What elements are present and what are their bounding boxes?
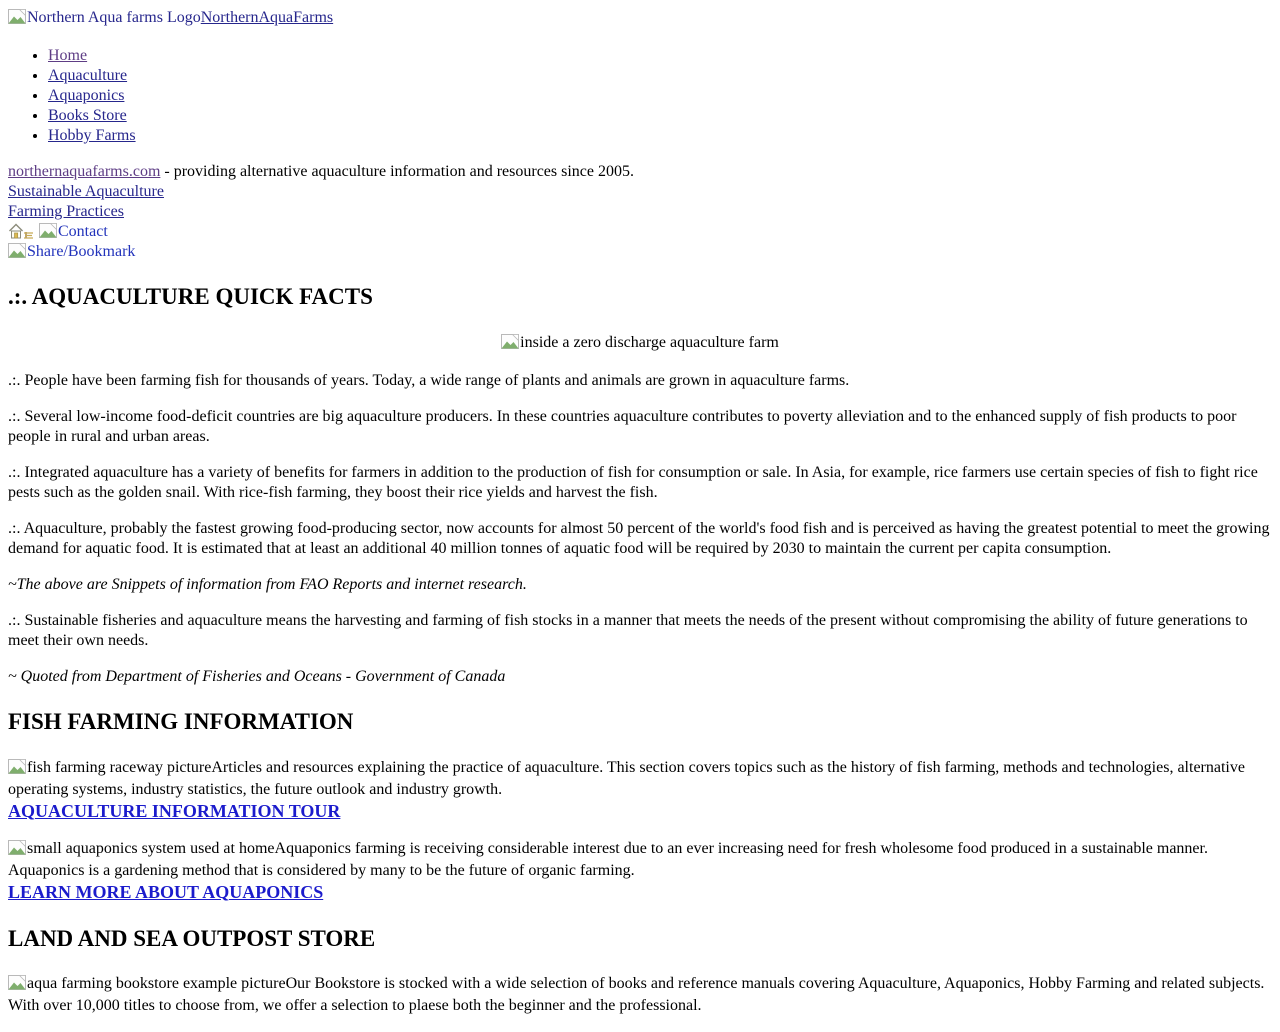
fish-farming-text: Articles and resources explaining the practice of aquaculture. This section covers topics such as the history of fish farming, methods and technologies, alternative operating systems, industry statistics, the future outlook and industry growth. xyxy=(8,758,1245,798)
broken-image-icon xyxy=(8,975,26,996)
aquaculture-tour-link[interactable]: AQUACULTURE INFORMATION TOUR xyxy=(8,800,341,821)
sustainable-line xyxy=(8,182,1272,202)
store-heading: LAND AND SEA OUTPOST STORE xyxy=(8,925,376,951)
nav-item-aquaculture xyxy=(48,66,1272,86)
fact-paragraph-3: .:. Integrated aquaculture has a variety of benefits for farmers in addition to the production of fish for consumption or sale. In Asia, for example, rice farmers use certain species of fish to fight rice pests such as the golden snail. With rice-fish farming, they boost their rice yields and harvest the fish. xyxy=(8,463,1258,501)
nav-item-hobby-farms xyxy=(48,126,1272,146)
site-title-link[interactable]: NorthernAquaFarms xyxy=(200,9,334,26)
site-header xyxy=(8,8,1272,30)
farming-line xyxy=(8,202,1272,222)
nav-link-home[interactable]: Home xyxy=(48,47,88,64)
fish-farming-paragraph xyxy=(8,758,1272,823)
fish-farming-heading: FISH FARMING INFORMATION xyxy=(8,708,354,734)
canada-quote: ~ Quoted from Department of Fisheries and Oceans - Government of Canada xyxy=(8,667,506,685)
aquaponics-text: Aquaponics farming is receiving considerable interest due to an ever increasing need for fresh wholesome food produced in a sustainable manner. Aquaponics is a gardening method that is considered by many to be the future of organic farming. xyxy=(8,839,1208,879)
broken-image-icon xyxy=(8,840,26,861)
nav-item-home xyxy=(48,46,1272,66)
aquaponics-paragraph xyxy=(8,839,1272,904)
farm-image-alt-text: inside a zero discharge aquaculture farm xyxy=(520,333,779,351)
learn-aquaponics-link[interactable]: LEARN MORE ABOUT AQUAPONICS xyxy=(8,881,324,902)
nav-link-hobby-farms[interactable]: Hobby Farms xyxy=(48,127,136,144)
fao-note: ~The above are Snippets of information from FAO Reports and internet research. xyxy=(8,575,527,593)
contact-line xyxy=(8,222,1272,242)
contact-alt-text: Contact xyxy=(58,223,108,240)
bookstore-image-alt-text: aqua farming bookstore example picture xyxy=(27,975,286,993)
tagline-text: - providing alternative aquaculture information and resources since 2005. xyxy=(160,163,635,180)
nav-item-books-store xyxy=(48,106,1272,126)
fact-paragraph-2: .:. Several low-income food-deficit countries are big aquaculture producers. In these countries aquaculture contributes to poverty alleviation and to the enhanced supply of fish products to poor people in rural and urban areas. xyxy=(8,407,1237,445)
quick-facts-heading: .:. AQUACULTURE QUICK FACTS xyxy=(8,284,373,309)
share-bookmark-link[interactable] xyxy=(8,243,135,260)
broken-image-icon xyxy=(8,243,26,264)
nav-link-books-store[interactable]: Books Store xyxy=(48,107,127,124)
nav-item-aquaponics xyxy=(48,86,1272,106)
intro-block xyxy=(8,162,1272,262)
broken-image-icon xyxy=(8,9,26,30)
fact-paragraph-1: .:. People have been farming fish for thousands of years. Today, a wide range of plants and animals are grown in aquaculture farms. xyxy=(8,371,850,389)
nav-link-aquaponics[interactable]: Aquaponics xyxy=(48,87,125,104)
quick-facts-image-line xyxy=(8,333,1272,355)
share-line xyxy=(8,242,1272,262)
broken-image-icon xyxy=(501,334,519,355)
logo-link[interactable] xyxy=(8,9,201,26)
contact-link[interactable] xyxy=(39,223,108,240)
broken-image-icon xyxy=(39,223,57,244)
fact-paragraph-5: .:. Sustainable fisheries and aquaculture means the harvesting and farming of fish stocks in a manner that meets the needs of the present without compromising the ability of future generations to meet their own needs. xyxy=(8,611,1248,649)
store-text: Our Bookstore is stocked with a wide selection of books and reference manuals covering Aquaculture, Aquaponics, Hobby Farming and related subjects. With over 10,000 titles to choose from, we offer a selection to plaese both the beginner and the professional. xyxy=(8,975,1265,1015)
broken-image-icon xyxy=(8,759,26,780)
sustainable-aquaculture-link[interactable]: Sustainable Aquaculture xyxy=(8,183,164,200)
nav-link-aquaculture[interactable]: Aquaculture xyxy=(48,67,128,84)
store-paragraph xyxy=(8,974,1272,1016)
farming-practices-link[interactable]: Farming Practices xyxy=(8,203,124,220)
tagline-line xyxy=(8,162,1272,182)
domain-link[interactable]: northernaquafarms.com xyxy=(8,163,161,180)
aquaponics-image-alt-text: small aquaponics system used at home xyxy=(27,839,275,857)
fact-paragraph-4: .:. Aquaculture, probably the fastest growing food-producing sector, now accounts for almost 50 percent of the world's food fish and is perceived as having the greatest potential to meet the growing demand for aquatic food. It is estimated that at least an additional 40 million tonnes of aquatic food will be required by 2030 to maintain the current per capita consumption. xyxy=(8,519,1270,557)
share-alt-text: Share/Bookmark xyxy=(27,243,136,260)
main-nav xyxy=(8,46,1272,146)
raceway-image-alt-text: fish farming raceway picture xyxy=(27,758,212,776)
logo-alt-text: Northern Aqua farms Logo xyxy=(27,9,201,26)
